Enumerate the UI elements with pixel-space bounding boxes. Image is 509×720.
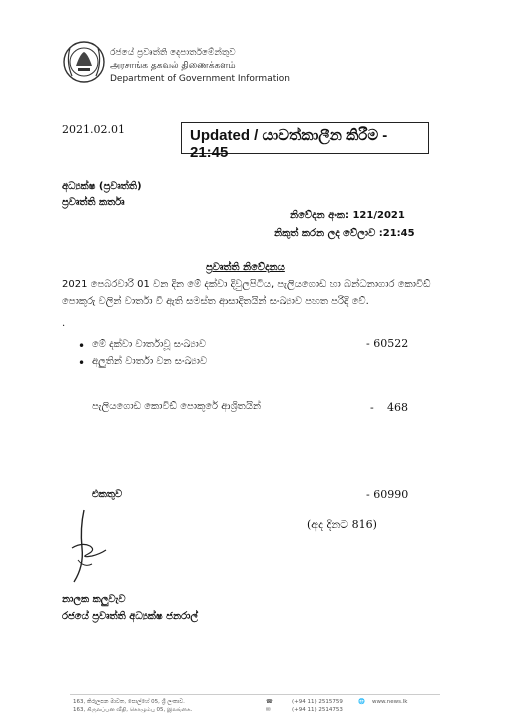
header-tamil: அரசாங்க தகவல் திணைக்களம் bbox=[110, 61, 236, 71]
body-line-2: පොකුරු වලින් වාර්තා වී ඇති සමස්ත ආසාදිතයින් සංඛ්‍යාව පහත පරිදි වේ. bbox=[62, 296, 369, 307]
cluster-label: පැලියගොඩ කොවිඩ් පොකුරේ ආශ්‍රිතයින් bbox=[92, 401, 262, 412]
update-box bbox=[181, 122, 429, 161]
issue-time: නිකුත් කරන ලද වේලාව :21:45 bbox=[274, 228, 415, 239]
today-count: (අද දිනට 816) bbox=[307, 518, 377, 531]
footer-address-sinhala: 163, කිරුලපන මාවත, පොල්හේ 05, ශ්‍රී ලංකාව. bbox=[73, 699, 185, 705]
footer-website[interactable]: www.news.lk bbox=[372, 699, 408, 705]
government-emblem-icon bbox=[62, 38, 106, 86]
total-label: එකතුව bbox=[92, 489, 123, 500]
footer-address-tamil: 163, கிருலப்பன வீதி, கொழும்பு 05, இலங்கை. bbox=[73, 707, 193, 713]
signatory-name: නාලක කලුවැව bbox=[62, 594, 126, 605]
item-reported-total-value: - 60522 bbox=[366, 337, 409, 350]
item-reported-total-label: • මේ දක්වා වාර්තාවූ සංඛ්‍යාව bbox=[92, 339, 206, 350]
signatory-title: රජයේ ප්‍රවෘත්ති අධ්‍යක්ෂ ජනරාල් bbox=[62, 611, 199, 622]
body-line-1: 2021 පෙබරවාරි 01 වන දින මේ දක්වා දිවුලපිටිය, පැලියගොඩ හා බන්ධනාගාර කොවිඩ් bbox=[62, 279, 431, 290]
cluster-dash: - bbox=[370, 401, 374, 414]
notice-heading: ප්‍රවෘත්ති නිවේදනය bbox=[206, 262, 285, 273]
recipient-line-1: අධ්‍යක්ෂ (ප්‍රවෘත්ති) bbox=[62, 181, 142, 192]
item-new-cases-label: • අලුතින් වාර්තා වන සංඛ්‍යාව bbox=[92, 356, 207, 367]
signature-image bbox=[62, 508, 112, 588]
reference-number: නිවේදන අංක: 121/2021 bbox=[290, 210, 405, 221]
recipient-line-2: ප්‍රවෘත්ති කර්තෘ bbox=[62, 197, 125, 208]
header-sinhala: රජයේ ප්‍රවෘත්ති දෙපාර්තමේන්තුව bbox=[110, 48, 236, 58]
footer-phone-1: (+94 11) 2515759 bbox=[292, 699, 343, 705]
fax-icon: ✉ bbox=[266, 707, 271, 713]
update-box-text: Updated / යාවත්කාලීන කිරීම - 21:45 bbox=[190, 127, 388, 161]
cluster-count: 468 bbox=[387, 401, 408, 414]
document-date: 2021.02.01 bbox=[62, 123, 125, 136]
web-icon: 🌐 bbox=[358, 699, 365, 705]
footer-divider bbox=[70, 694, 440, 695]
header-english: Department of Government Information bbox=[110, 74, 290, 84]
stray-dot: . bbox=[62, 318, 66, 329]
phone-icon: ☎ bbox=[266, 699, 273, 705]
total-value: - 60990 bbox=[366, 488, 409, 501]
footer-phone-2: (+94 11) 2514753 bbox=[292, 707, 343, 713]
